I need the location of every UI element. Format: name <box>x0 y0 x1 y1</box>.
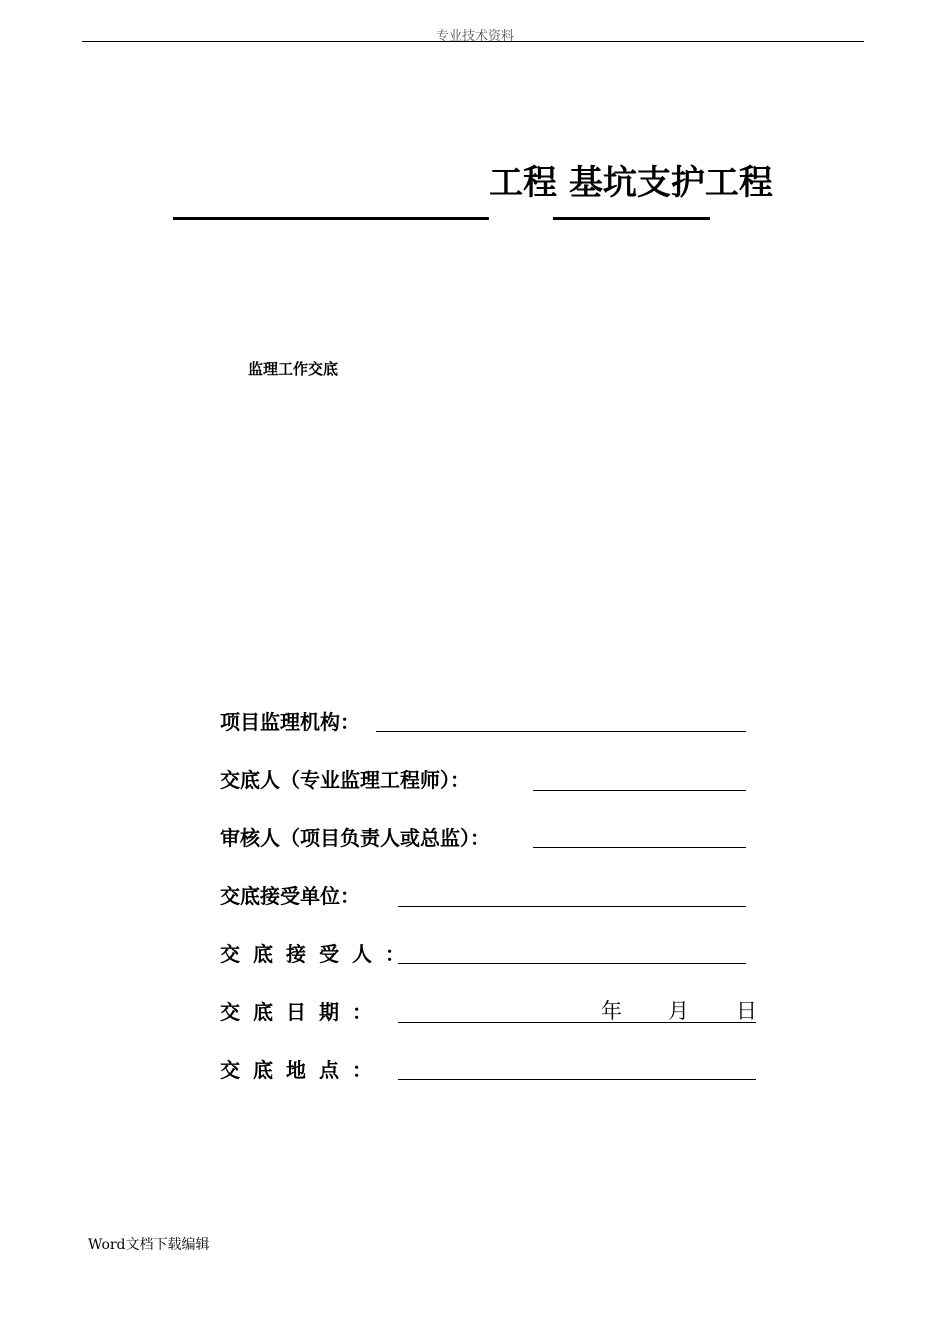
field-label-receiving-unit: 交底接受单位： <box>220 884 360 908</box>
document-title: 工程 基坑支护工程 <box>489 163 773 203</box>
date-year-label: 年 <box>601 999 622 1023</box>
field-label-supervision-org: 项目监理机构： <box>220 710 360 734</box>
field-line-supervision-org[interactable] <box>376 731 746 732</box>
title-blank-line-right <box>553 217 710 220</box>
field-label-date: 交底日期： <box>220 1000 385 1024</box>
field-label-recipient: 交底接受人： <box>220 942 418 966</box>
field-line-receiving-unit[interactable] <box>398 906 746 907</box>
title-blank-line-left <box>173 217 489 220</box>
field-line-reviewer[interactable] <box>533 847 746 848</box>
field-label-location: 交底地点： <box>220 1058 385 1082</box>
date-month-label: 月 <box>668 999 689 1023</box>
field-label-briefer: 交底人（专业监理工程师）： <box>220 768 470 792</box>
page-footer: Word文档下载编辑 <box>88 1237 210 1253</box>
document-subtitle: 监理工作交底 <box>248 360 339 378</box>
field-line-briefer[interactable] <box>533 790 746 791</box>
field-label-reviewer: 审核人（项目负责人或总监）： <box>220 826 490 850</box>
field-line-location[interactable] <box>398 1079 756 1080</box>
field-line-date[interactable] <box>398 1022 756 1023</box>
date-day-label: 日 <box>736 999 757 1023</box>
header-divider <box>82 41 864 42</box>
field-line-recipient[interactable] <box>398 963 746 964</box>
page-header: 专业技术资料 <box>435 29 514 44</box>
